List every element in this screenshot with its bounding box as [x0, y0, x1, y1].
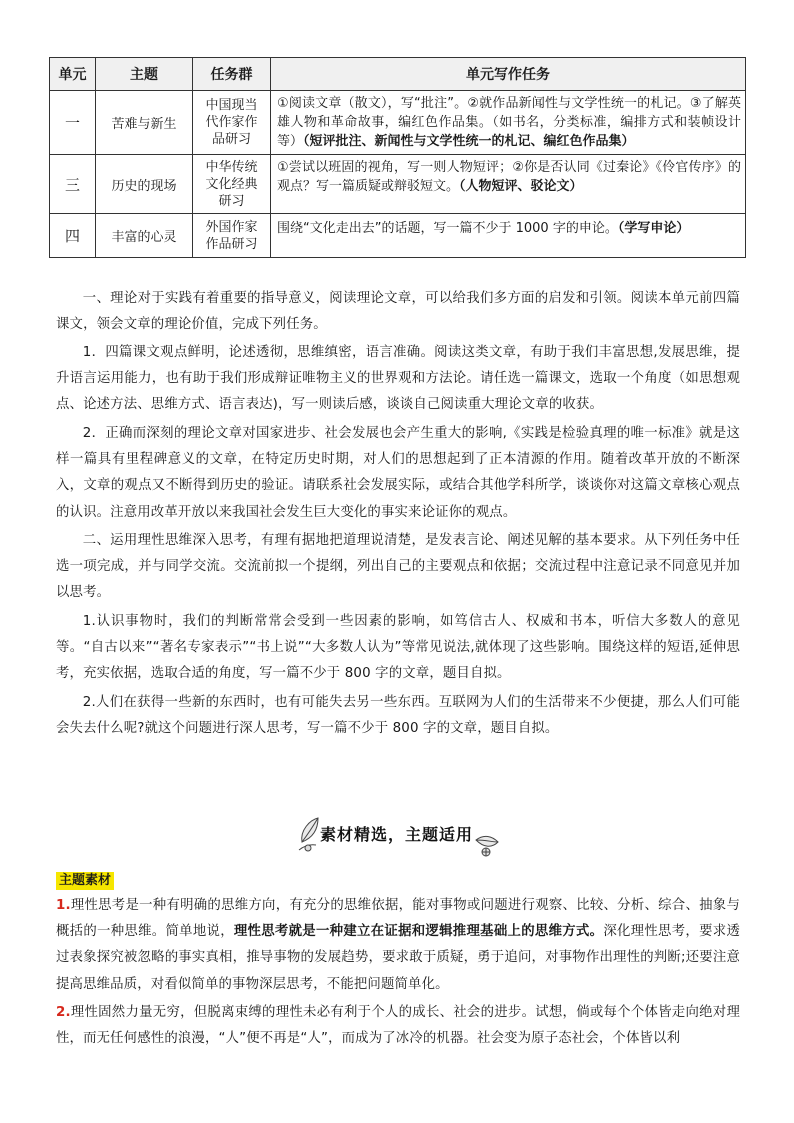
material-item-number: 2. — [56, 1005, 71, 1020]
material-item-text: 深化理性思考，要求透过表象探究被忽略的事实真相，推导事物的发展趋势，要求敢于质疑，勇于追问，对事物作出理性的判断;还要注意提高思维品质，对看似简单的事物深层思考，不能把问题简单化。 — [56, 924, 740, 992]
unit-number: 四 — [50, 214, 96, 258]
unit-theme: 历史的现场 — [96, 155, 193, 214]
writing-task-summary: （学写申论） — [617, 221, 690, 236]
paragraph-intro-reasoning: 二、运用理性思维深入思考，有理有据地把道理说清楚，是发表言论、阐述见解的基本要求。从下列任务中任选一项完成，并与同学交流。交流前拟一个提纲，列出自己的主要观点和依据；交流过程中注意记录不同意见并加以思考。 — [56, 533, 740, 601]
material-item-number: 1. — [56, 898, 71, 913]
writing-task-text: ①阅读文章（散文），写“批注”。②就作品新闻性与文学性统一的札记。③了解英雄人物和革命故事，编红色作品集。（如书名，分类标准，编排方式和装帧设计等） — [277, 96, 741, 149]
writing-task — [271, 155, 746, 214]
task-group-line: 中华传统 — [205, 159, 258, 175]
task-group-line: 外国作家 — [205, 219, 258, 235]
paragraph-option-2: 2.人们在获得一些新的东西时，也有可能失去另一些东西。互联网为人们的生活带来不少便捷，那么人们可能会失去什么呢?就这个问题进行深人思考，写一篇不少于 800 字的文章，题目自拟。 — [56, 695, 740, 737]
unit-theme: 丰富的心灵 — [96, 214, 193, 258]
table-row — [50, 155, 746, 214]
task-group-line: 作品研习 — [205, 236, 258, 252]
writing-task — [271, 91, 746, 155]
task-group-line: 中国现当 — [205, 98, 258, 113]
task-group-line: 代作家作 — [205, 115, 258, 130]
header-unit: 单元 — [50, 58, 96, 91]
table-row — [50, 91, 746, 155]
task-group-line: 品研习 — [211, 132, 251, 147]
task-group — [193, 155, 271, 214]
material-tag: 主题素材 — [56, 872, 114, 890]
task-group-line: 文化经典 — [205, 176, 258, 192]
paragraph-task-1: 1．四篇课文观点鲜明，论述透彻，思维缜密，语言准确。阅读这类文章，有助于我们丰富思想,发展思维，提升语言运用能力，也有助于我们形成辩证唯物主义的世界观和方法论。请任选一篇课文，选取一个角度（如思想观点、论述方法、思维方式、语言表达)，写一则读后感，谈谈自己阅读重大理论文章的收获。 — [56, 345, 740, 413]
header-writing-task: 单元写作任务 — [271, 58, 746, 91]
unit-number: 一 — [50, 91, 96, 155]
writing-task-text: ①尝试以班固的视角，写一则人物短评；②你是否认同《过秦论》《伶官传序》的观点？写一篇质疑或辩驳短文。 — [277, 160, 741, 194]
paragraph-option-1: 1.认识事物时，我们的判断常常会受到一些因素的影响，如笃信古人、权威和书本，听信大多数人的意见等。“自古以来”“著名专家表示”“书上说”“大多数人认为”等常见说法,就体现了这些影响。围绕这样的短语,延伸思考，充实依据，选取合适的角度，写一篇不少于 800 字的文章，题目自拟。 — [56, 614, 740, 682]
table-row — [50, 214, 746, 258]
table-header-row — [50, 58, 746, 91]
paragraph-task-2: 2．正确而深刻的理论文章对国家进步、社会发展也会产生重大的影响,《实践是检验真理的唯一标准》就是这样一篇具有里程碑意义的文章，在特定历史时期，对人们的思想起到了正本清源的作用。随着改革开放的不断深入，文章的观点又不断得到历史的验证。请联系社会发展实际，或结合其他学科所学，谈谈你对这篇文章核心观点的认识。注意用改革开放以来我国社会发生巨大变化的事实来论证你的观点。 — [56, 426, 740, 520]
writing-task-text: 围绕“文化走出去”的话题，写一篇不少于 1000 字的申论。 — [277, 221, 618, 236]
writing-task-summary: （短评批注、新闻性与文学性统一的札记、编红色作品集） — [303, 134, 635, 149]
section-banner-title: 素材精选，主题适用 — [320, 825, 474, 844]
writing-task-summary: （人物短评、驳论文） — [459, 179, 583, 194]
paragraph-intro-theory: 一、理论对于实践有着重要的指导意义，阅读理论文章，可以给我们多方面的启发和引领。阅读本单元前四篇课文，领会文章的理论价值，完成下列任务。 — [56, 291, 740, 333]
unit-writing-task-table — [49, 57, 746, 258]
material-item-1 — [56, 893, 740, 998]
material-item-2 — [56, 1000, 740, 1052]
unit-number: 三 — [50, 155, 96, 214]
material-item-key-sentence: 理性思考就是一种建立在证据和逻辑推理基础上的思维方式。 — [233, 924, 604, 940]
material-item-text: 理性思考是一种有明确的思维方向，有充分的思维依据，能对事物或问题进行观察、比较、分析、综合、抽象与概括的一种思维。简单地说， — [56, 898, 740, 940]
writing-task — [271, 214, 746, 258]
material-item-text: 理性固然力量无穷，但脱离束缚的理性未必有利于个人的成长、社会的进步。试想，倘或每个个体皆走向绝对理性，而无任何感性的浪漫，“人”便不再是“人”，而成为了冰冷的机器。社会变为原子态社会，个体皆以利 — [56, 1005, 740, 1047]
task-group-line: 研习 — [218, 193, 245, 209]
header-task-group: 任务群 — [193, 58, 271, 91]
task-group — [193, 214, 271, 258]
task-group — [193, 91, 271, 155]
header-theme: 主题 — [96, 58, 193, 91]
unit-theme: 苦难与新生 — [96, 91, 193, 155]
